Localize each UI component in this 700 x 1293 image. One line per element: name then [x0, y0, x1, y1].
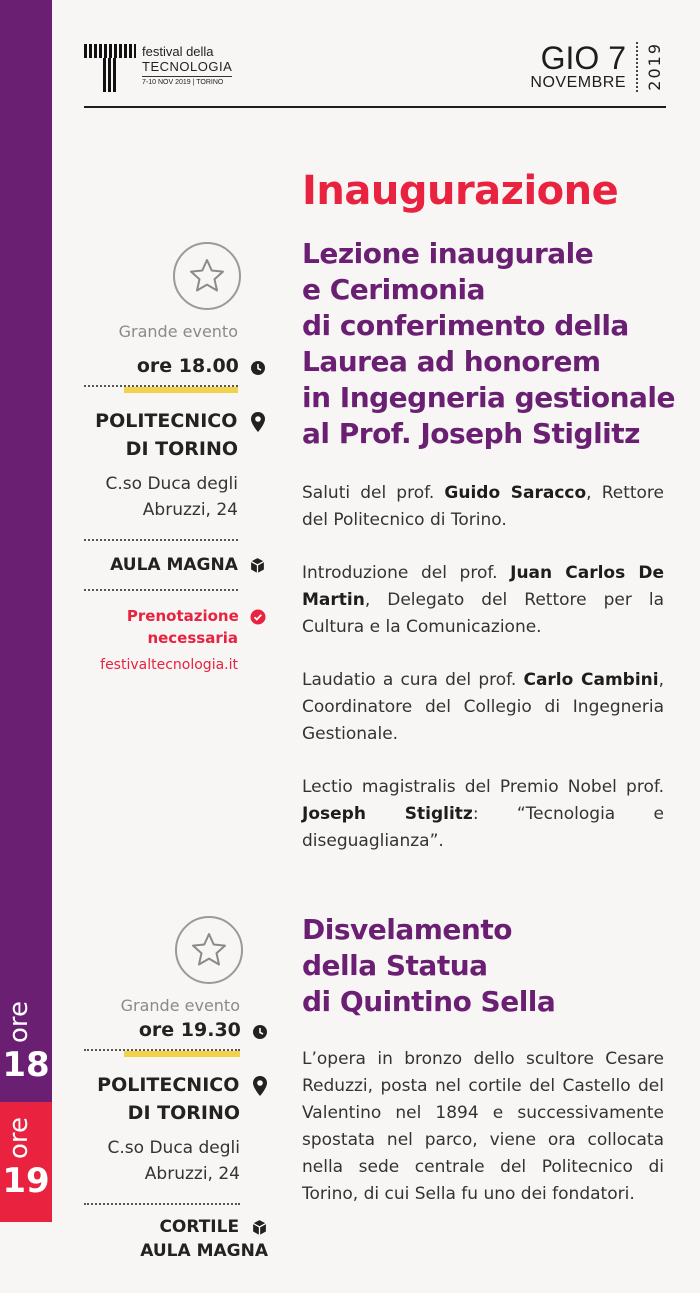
room-name-line2: AULA MAGNA	[140, 1241, 268, 1261]
time-tab-hour: 18	[2, 1045, 50, 1085]
venue-name-line1: POLITECNICO	[95, 410, 238, 432]
event1-title	[302, 236, 675, 452]
date-year: 2019	[645, 42, 664, 91]
title-line: della Statua	[302, 949, 488, 982]
dotted-divider	[84, 589, 238, 591]
dotted-divider	[84, 539, 238, 541]
logo-line-3: 7-10 NOV 2019 | TORINO	[142, 76, 232, 88]
logo-line-1: festival della	[142, 44, 214, 59]
logo-line-2: TECNOLOGIA	[142, 59, 233, 74]
star-icon	[173, 242, 241, 310]
cube-icon	[249, 557, 266, 574]
title-line: Laurea ad honorem	[302, 345, 601, 378]
title-line: di conferimento della	[302, 309, 629, 342]
address-line1: C.so Duca degli	[105, 474, 238, 494]
event2-title	[302, 912, 555, 1020]
event2-description	[302, 1046, 664, 1234]
time-highlight	[124, 387, 238, 393]
title-line: e Cerimonia	[302, 273, 486, 306]
header-divider	[84, 106, 666, 108]
title-line: Disvelamento	[302, 913, 512, 946]
paragraph: Introduzione del prof. Juan Carlos De Martin, Delegato del Rettore per la Cultura e la Comunicazione.	[302, 563, 664, 637]
title-line: al Prof. Joseph Stiglitz	[302, 417, 640, 450]
event-time: ore 18.00	[136, 355, 239, 377]
time-tab-19	[0, 1116, 52, 1201]
dotted-divider	[84, 1203, 240, 1205]
paragraph: Saluti del prof. Guido Saracco, Rettore del Politecnico di Torino.	[302, 483, 665, 530]
section-heading: Inaugurazione	[302, 168, 619, 214]
time-tab-hour: 19	[2, 1161, 50, 1201]
date-block	[530, 42, 664, 92]
time-tab-18	[0, 1000, 52, 1085]
event-time: ore 19.30	[138, 1019, 241, 1041]
room-name: AULA MAGNA	[110, 555, 238, 575]
location-pin-icon	[250, 411, 266, 433]
title-line: di Quintino Sella	[302, 985, 556, 1018]
venue-name-line2: DI TORINO	[125, 438, 238, 460]
event1-info	[84, 322, 266, 673]
address-line2: Abruzzi, 24	[142, 500, 238, 520]
paragraph: Lectio magistralis del Premio Nobel prof. Joseph Stiglitz: “Tecnologia e diseguaglianza”.	[302, 777, 664, 851]
clock-icon	[250, 360, 266, 376]
location-pin-icon	[252, 1075, 268, 1097]
event-category: Grande evento	[118, 322, 238, 341]
logo-t-mark-icon	[84, 44, 136, 92]
time-tab-label: ore	[4, 1000, 34, 1044]
star-icon	[175, 916, 243, 984]
booking-line2: necessaria	[147, 629, 238, 647]
time-tab-label: ore	[4, 1116, 34, 1160]
venue-name-line1: POLITECNICO	[97, 1074, 240, 1096]
date-month: NOVEMBRE	[530, 74, 626, 91]
event-category: Grande evento	[120, 996, 240, 1015]
clock-icon	[252, 1024, 268, 1040]
address-line1: C.so Duca degli	[107, 1138, 240, 1158]
venue-name-line2: DI TORINO	[127, 1102, 240, 1124]
paragraph: Laudatio a cura del prof. Carlo Cambini, Coordinatore del Collegio di Ingegneria Gestionale.	[302, 670, 664, 744]
event1-description	[302, 480, 664, 881]
check-circle-icon	[250, 609, 266, 625]
festival-logo	[84, 44, 232, 92]
room-name-line1: CORTILE	[159, 1217, 240, 1237]
time-highlight	[124, 1051, 240, 1057]
cube-icon	[251, 1219, 268, 1236]
address-line2: Abruzzi, 24	[144, 1164, 240, 1184]
date-separator	[636, 42, 638, 92]
booking-line1: Prenotazione	[126, 607, 239, 625]
website-link[interactable]: festivaltecnologia.it	[100, 657, 238, 673]
date-day: GIO 7	[540, 40, 626, 76]
title-line: in Ingegneria gestionale	[302, 381, 676, 414]
title-line: Lezione inaugurale	[302, 237, 594, 270]
event2-info	[84, 996, 268, 1263]
paragraph: L’opera in bronzo dello scultore Cesare Reduzzi, posta nel cortile del Castello del Valentino nel 1894 e successivamente spostata nel parco, viene ora collocata nella sede centrale del Politecnico di Torino, di cui Sella fu uno dei fondatori.	[302, 1049, 664, 1204]
